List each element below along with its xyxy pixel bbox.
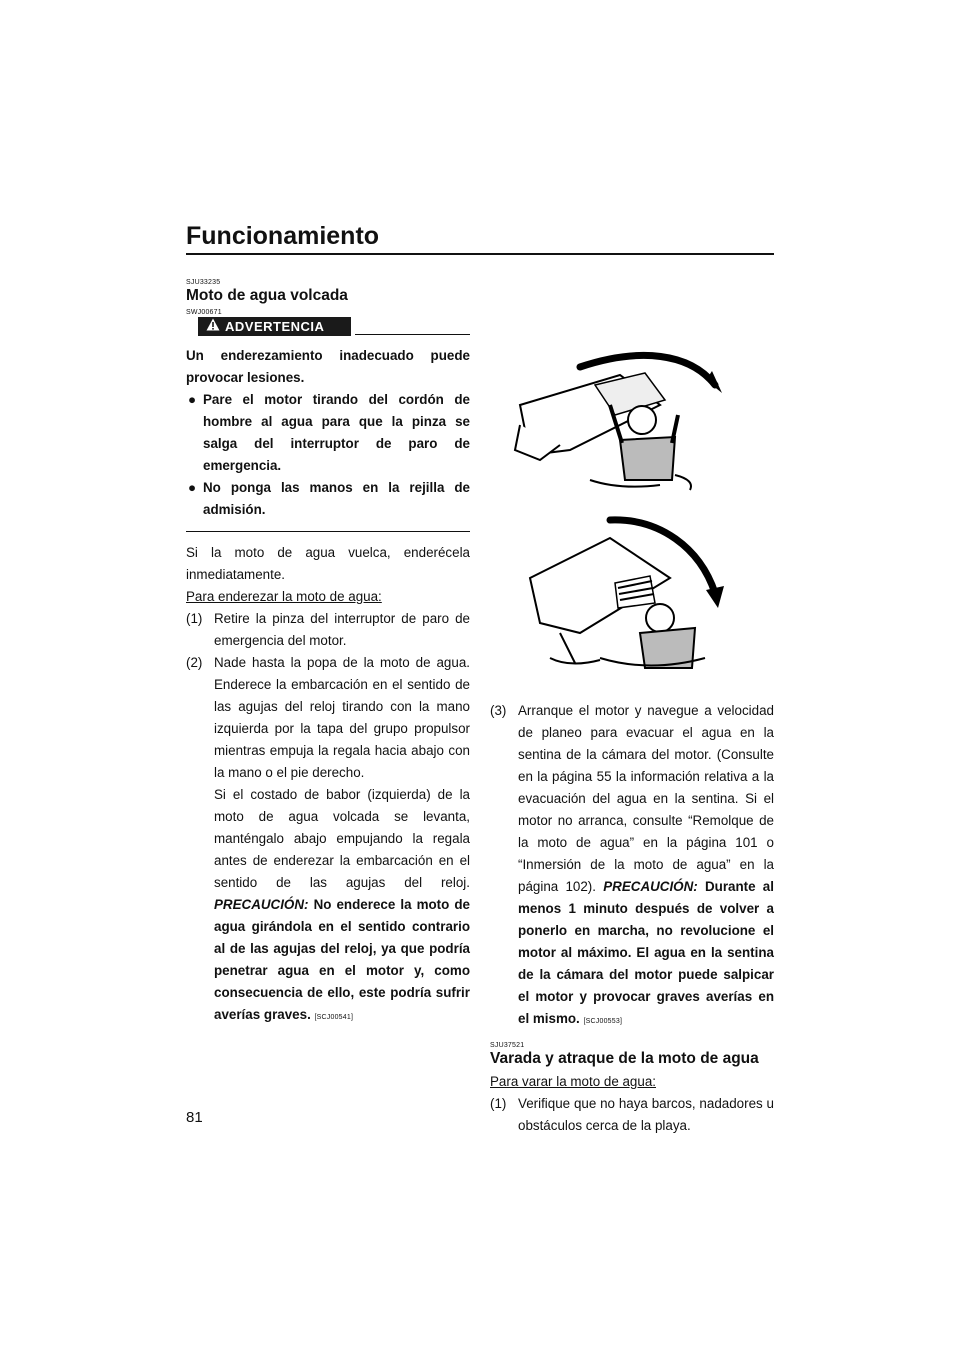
caution-label: PRECAUCIÓN: — [603, 879, 698, 894]
left-column — [186, 278, 470, 1029]
warning-header — [186, 317, 470, 337]
warning-bullet: ● No ponga las manos en la rejilla de admisión. — [186, 477, 470, 521]
warning-bullet: ● Pare el motor tirando del cordón de hombre al agua para que la pinza se salga del interruptor de paro de emergencia. — [186, 389, 470, 477]
righting-illustration-2 — [500, 508, 730, 673]
step-item: (1) Retire la pinza del interruptor de paro de emergencia del motor. — [186, 611, 470, 648]
section-title: Varada y atraque de la moto de agua — [490, 1050, 759, 1067]
warning-badge — [198, 317, 351, 336]
caution-code: [SCJ00541] — [314, 1014, 354, 1021]
section-code: SJU33235 — [186, 279, 221, 286]
page-number: 81 — [186, 1109, 203, 1126]
section-title: Moto de agua volcada — [186, 287, 348, 304]
bullet-icon: ● — [188, 392, 197, 407]
step-item: (3) Arranque el motor y navegue a velocidad de planeo para evacuar el agua en la sentina de la cámara del motor. (Consulte en la página 55 la información relativa a la evacuación del agua en la sentina. Si el motor no arranca, consulte “Remolque de la moto de agua” en la página 101 o “Inmersión de la moto de agua” en la página 102). PRECAUCIÓN: Durante al menos 1 minuto después de volver a ponerlo en marcha, no revolucione el motor al máximo. El agua en la sentina de la cámara del motor puede salpicar el motor y provocar graves averías en el mismo. [SCJ00553] — [490, 703, 774, 1026]
step-continuation: Si el costado de babor (izquierda) de la moto de agua volcada se levanta, manténgalo abajo empujando la regala antes de enderezar la embarcación en el sentido de las agujas del reloj. PRECAUCIÓN: No enderece la moto de agua girándola en el sentido contrario al de las agujas del reloj, ya que podría penetrar agua en el motor y, como consecuencia de ello, este podría sufrir averías graves. [SCJ00541] — [214, 787, 470, 1022]
page-title: Funcionamiento — [186, 222, 380, 250]
step-item: (1) Verifique que no haya barcos, nadadores u obstáculos cerca de la playa. — [490, 1096, 774, 1133]
section-code: SJU37521 — [490, 1042, 525, 1049]
arrow-icon — [706, 586, 724, 608]
subheading: Para enderezar la moto de agua: — [186, 589, 382, 604]
header-rule — [186, 253, 774, 255]
caution-code: [SCJ00553] — [583, 1018, 623, 1025]
intro-paragraph: Si la moto de agua vuelca, enderécela inmediatamente. — [186, 545, 470, 582]
subheading: Para varar la moto de agua: — [490, 1074, 656, 1089]
step-item: (2) Nade hasta la popa de la moto de agua. Enderece la embarcación en el sentido de las agujas del reloj tirando con la mano izquierda por la tapa del grupo propulsor mientras empuja la regala hacia abajo con la mano o el pie derecho. — [186, 655, 470, 780]
warning-code: SWJ00671 — [186, 309, 222, 316]
warning-end-rule — [186, 531, 470, 532]
caution-label: PRECAUCIÓN: — [214, 897, 309, 912]
warning-label: ADVERTENCIA — [225, 319, 325, 334]
bullet-icon: ● — [188, 480, 197, 495]
warning-triangle-icon — [206, 317, 220, 336]
caution-text: Durante al menos 1 minuto después de volver a ponerlo en marcha, no revolucione el motor al máximo. El agua en la sentina de la cámara del motor puede salpicar el motor y provocar graves averías en el mismo. — [518, 879, 774, 1026]
caution-text: No enderece la moto de agua girándola en el sentido contrario al de las agujas del reloj, ya que podría penetrar agua en el motor y, como consecuencia de ello, este podría sufrir averías graves. — [214, 897, 470, 1022]
warning-rule — [355, 334, 470, 335]
righting-illustration-1 — [500, 345, 730, 495]
warning-intro: Un enderezamiento inadecuado puede provocar lesiones. — [186, 348, 470, 385]
